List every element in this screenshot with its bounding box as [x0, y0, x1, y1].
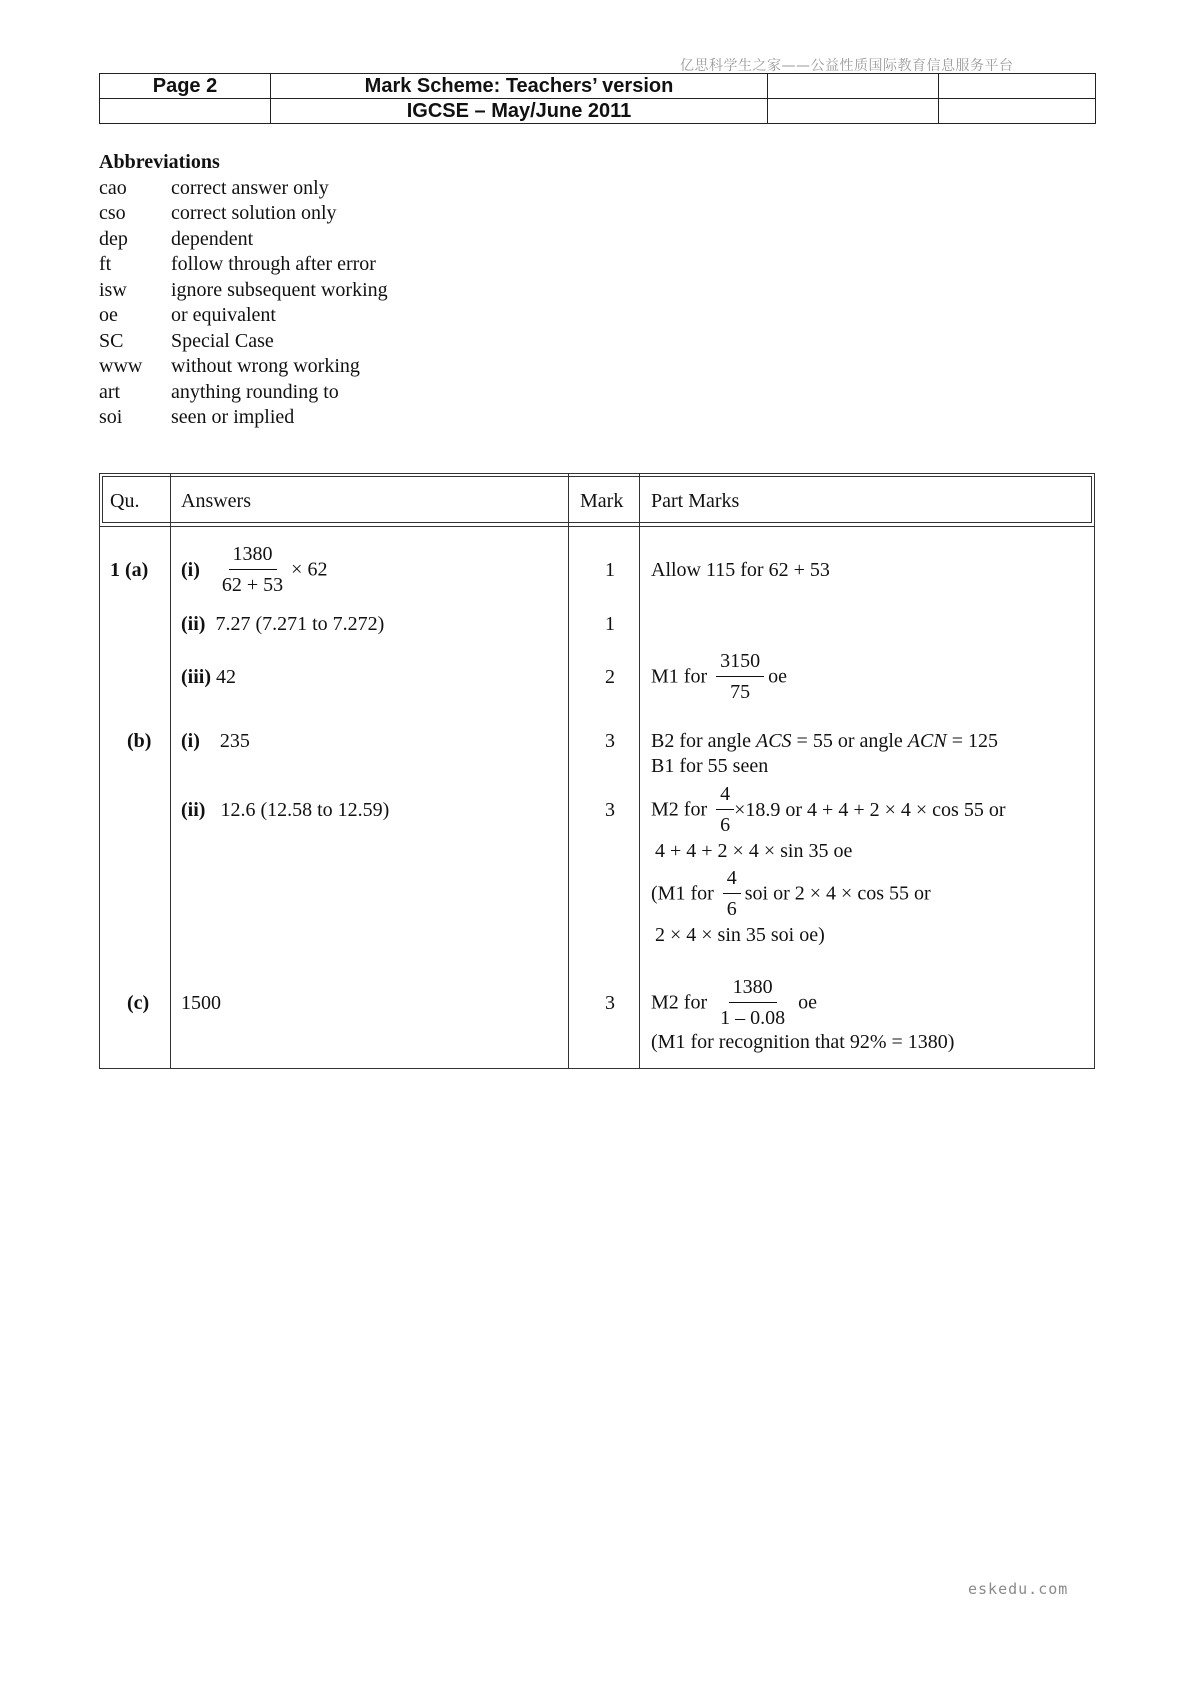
answer-1b-i	[181, 729, 250, 753]
part-marks-suffix: oe	[768, 665, 787, 688]
fraction-denominator: 1 – 0.08	[720, 1007, 786, 1029]
column-header-mark: Mark	[580, 490, 624, 512]
column-divider	[639, 473, 640, 1069]
part-label: (ii)	[181, 613, 206, 635]
abbreviation-row	[99, 354, 388, 380]
part-marks-prefix: M2 for	[651, 991, 708, 1014]
watermark-bottom: eskedu.com	[968, 1580, 1069, 1598]
fraction	[716, 781, 734, 838]
abbreviation-row	[99, 278, 388, 304]
text-fragment: = 55 or angle	[791, 730, 908, 752]
fraction-denominator: 6	[726, 898, 737, 920]
abbreviation-code: oe	[99, 304, 118, 326]
abbreviation-code: SC	[99, 329, 124, 352]
angle-name: ACS	[755, 730, 792, 752]
mark-scheme-table	[99, 473, 1095, 1069]
abbreviation-meaning: ignore subsequent working	[171, 278, 388, 301]
abbreviation-meaning: correct solution only	[171, 202, 337, 224]
part-marks-1b-i-line2: B1 for 55 seen	[651, 755, 769, 777]
fraction-denominator: 6	[720, 814, 731, 836]
abbreviation-meaning: without wrong working	[171, 355, 360, 377]
abbreviation-code: soi	[99, 406, 123, 428]
part-marks-1b-i-line1	[651, 729, 998, 753]
abbreviation-row	[99, 405, 388, 431]
abbreviation-meaning: anything rounding to	[171, 380, 339, 403]
header-empty-cell	[768, 99, 939, 124]
column-header-qu: Qu.	[110, 490, 140, 512]
fraction-numerator: 1380	[229, 541, 277, 570]
abbreviation-meaning: dependent	[171, 227, 254, 250]
expression: soi or 2 × 4 × cos 55 or	[744, 882, 931, 905]
question-label: (b)	[127, 730, 152, 752]
part-label: (ii)	[181, 799, 206, 821]
text-fragment: = 125	[946, 730, 998, 752]
fraction-denominator: 62 + 53	[221, 574, 284, 596]
expression-tail: × 62	[291, 558, 328, 581]
abbreviation-code: ft	[99, 253, 112, 275]
abbreviation-meaning: correct answer only	[171, 176, 329, 199]
abbreviation-code: isw	[99, 278, 127, 301]
part-marks-prefix: (M1 for	[651, 882, 714, 905]
abbreviation-meaning: follow through after error	[171, 253, 376, 275]
question-label: (c)	[127, 992, 150, 1014]
answer-text: 235	[219, 730, 250, 752]
abbreviation-row	[99, 176, 388, 202]
abbreviation-meaning: Special Case	[171, 329, 274, 352]
abbreviation-meaning: or equivalent	[171, 304, 276, 326]
fraction-denominator: 75	[730, 681, 751, 703]
column-divider	[568, 473, 569, 1069]
answer-1c: 1500	[181, 992, 221, 1014]
part-marks-1c-m2	[651, 974, 817, 1031]
column-header-answers: Answers	[181, 490, 251, 512]
fraction	[716, 648, 764, 705]
page-number: Page 2	[100, 74, 271, 99]
part-marks-1b-ii-m1-line2: 2 × 4 × sin 35 soi oe)	[655, 924, 825, 946]
mark-value: 1	[605, 613, 615, 635]
answer-text: 12.6 (12.58 to 12.59)	[220, 799, 390, 821]
fraction-numerator: 3150	[716, 648, 764, 677]
mark-value: 3	[605, 730, 615, 752]
abbreviation-code: cso	[99, 202, 126, 224]
part-marks-1b-ii-m2-line2: 4 + 4 + 2 × 4 × sin 35 oe	[655, 840, 853, 862]
abbreviation-row	[99, 380, 388, 406]
abbreviation-code: cao	[99, 176, 127, 199]
part-marks-prefix: M2 for	[651, 798, 708, 821]
part-marks-1a-i: Allow 115 for 62 + 53	[651, 559, 830, 581]
abbreviation-row	[99, 201, 388, 227]
abbreviation-row	[99, 252, 388, 278]
abbreviation-code: art	[99, 380, 121, 403]
abbreviation-code: www	[99, 355, 143, 377]
part-label: (i)	[181, 558, 200, 581]
part-marks-1b-ii-m2	[651, 781, 1006, 838]
expression: ×18.9 or 4 + 4 + 2 × 4 × cos 55 or	[734, 798, 1006, 821]
abbreviations-list	[99, 150, 388, 431]
answer-1a-iii	[181, 665, 236, 689]
part-marks-suffix: oe	[798, 991, 817, 1014]
abbreviation-row	[99, 329, 388, 355]
text-fragment: B2 for angle	[651, 730, 756, 752]
mark-value: 1	[605, 559, 615, 581]
header-empty-cell	[100, 99, 271, 124]
watermark-top: 亿思科学生之家——公益性质国际教育信息服务平台	[680, 58, 1014, 74]
abbreviation-meaning: seen or implied	[171, 406, 295, 428]
mark-value: 2	[605, 666, 615, 688]
column-divider	[170, 473, 171, 1069]
fraction-numerator: 1380	[729, 974, 777, 1003]
header-empty-cell	[768, 74, 939, 99]
table-header-divider	[99, 526, 1095, 527]
part-marks-1a-iii	[651, 648, 787, 705]
part-marks-prefix: M1 for	[651, 665, 708, 688]
mark-value: 3	[605, 799, 615, 821]
question-label: 1 (a)	[110, 559, 149, 581]
part-label: (iii)	[181, 666, 211, 688]
fraction-numerator: 4	[723, 865, 741, 894]
answer-text: 7.27 (7.271 to 7.272)	[215, 613, 385, 635]
column-header-part-marks: Part Marks	[651, 490, 740, 512]
part-label: (i)	[181, 730, 200, 752]
angle-name: ACN	[907, 730, 947, 752]
answer-1a-ii	[181, 612, 384, 636]
abbreviation-row	[99, 227, 388, 253]
abbreviation-row	[99, 303, 388, 329]
part-marks-1b-ii-m1	[651, 865, 931, 922]
header-empty-cell	[939, 99, 1096, 124]
abbreviation-code: dep	[99, 227, 128, 250]
answer-1a-i	[181, 541, 327, 598]
mark-value: 3	[605, 992, 615, 1014]
fraction	[218, 541, 287, 598]
fraction	[723, 865, 741, 922]
abbreviations-title: Abbreviations	[99, 151, 220, 173]
page-header-table	[99, 73, 1096, 124]
answer-text: 42	[216, 666, 236, 688]
part-marks-1c-m1: (M1 for recognition that 92% = 1380)	[651, 1031, 955, 1053]
answer-1b-ii	[181, 798, 389, 822]
header-empty-cell	[939, 74, 1096, 99]
document-subtitle: IGCSE – May/June 2011	[271, 99, 768, 124]
fraction-numerator: 4	[716, 781, 734, 810]
fraction	[716, 974, 789, 1031]
document-title: Mark Scheme: Teachers’ version	[271, 74, 768, 99]
